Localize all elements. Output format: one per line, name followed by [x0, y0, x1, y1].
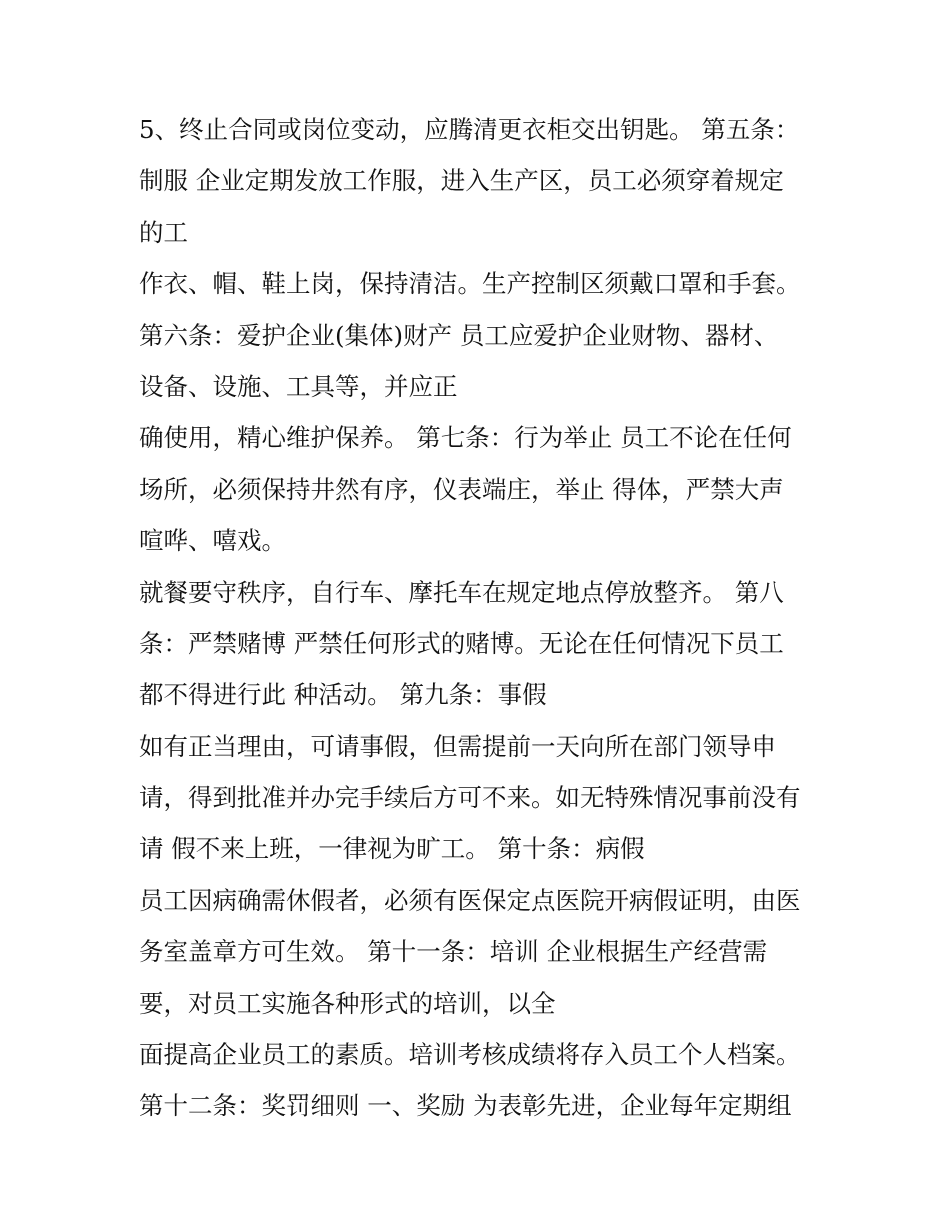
text-line-13: 如有正当理由，可请事假，但需提前一天向所在部门领导申: [139, 731, 776, 761]
text-line-7: 确使用，精心维护保养。 第七条：行为举止 员工不论在任何: [139, 423, 792, 453]
text-line-3: 的工: [139, 217, 188, 247]
text-line-18: 要，对员工实施各种形式的培训，以全: [139, 988, 556, 1018]
text-line-11: 条：严禁赌博 严禁任何形式的赌博。无论在任何情况下员工: [139, 628, 784, 658]
document-body: [139, 110, 829, 1138]
text-line-2: 制服 企业定期发放工作服，进入生产区，员工必须穿着规定: [139, 166, 784, 196]
text-line-1: 5、终止合同或岗位变动，应腾清更衣柜交出钥匙。 第五条：: [139, 115, 800, 144]
text-line-4: 作衣、帽、鞋上岗，保持清洁。生产控制区须戴口罩和手套。: [139, 269, 801, 299]
text-line-8: 场所，必须保持井然有序，仪表端庄，举止 得体，严禁大声: [139, 474, 784, 504]
text-line-19: 面提高企业员工的素质。培训考核成绩将存入员工个人档案。: [139, 1040, 801, 1070]
text-line-16: 员工因病确需休假者，必须有医保定点医院开病假证明，由医: [139, 885, 801, 915]
text-line-10: 就餐要守秩序，自行车、摩托车在规定地点停放整齐。 第八: [139, 577, 784, 607]
text-line-15: 请 假不来上班，一律视为旷工。 第十条：病假: [139, 834, 645, 864]
text-line-17: 务室盖章方可生效。 第十一条：培训 企业根据生产经营需: [139, 937, 768, 967]
text-line-12: 都不得进行此 种活动。 第九条：事假: [139, 680, 547, 710]
text-line-20: 第十二条：奖罚细则 一、奖励 为表彰先进，企业每年定期组: [139, 1091, 792, 1121]
text-line-6: 设备、设施、工具等，并应正: [139, 371, 458, 401]
text-line-9: 喧哗、嘻戏。: [139, 526, 286, 556]
text-line-5: 第六条：爱护企业(集体)财产 员工应爱护企业财物、器材、: [139, 320, 779, 350]
text-line-14: 请，得到批准并办完手续后方可不来。如无特殊情况事前没有: [139, 783, 801, 813]
